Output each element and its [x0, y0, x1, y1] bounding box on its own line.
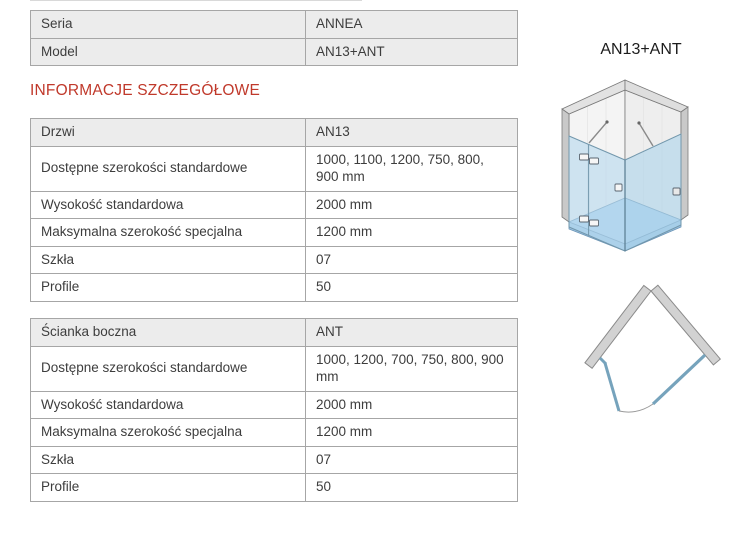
plan-right-wall: [651, 285, 720, 365]
spec-value-cell: 1200 mm: [306, 419, 518, 447]
plan-swing-arc: [619, 404, 653, 412]
table-row: [31, 474, 518, 502]
isometric-drawing: [553, 70, 703, 265]
spec-value-cell: 1200 mm: [306, 219, 518, 247]
spec-value-cell: 07: [306, 246, 518, 274]
spec-label-cell: Szkła: [31, 246, 306, 274]
spec-label-cell: Dostępne szerokości standardowe: [31, 146, 306, 191]
spec-label-cell: Wysokość standardowa: [31, 391, 306, 419]
spec-label-cell: Profile: [31, 274, 306, 302]
spec-label-cell: Dostępne szerokości standardowe: [31, 346, 306, 391]
cropped-top-divider: [30, 0, 362, 1]
spec-value-cell: 07: [306, 446, 518, 474]
spec-value-cell: 2000 mm: [306, 391, 518, 419]
spec-label-cell: Profile: [31, 474, 306, 502]
table-row: [31, 146, 518, 191]
drawing-title: AN13+ANT: [600, 41, 682, 58]
section-heading: INFORMACJE SZCZEGÓŁOWE: [30, 82, 261, 99]
spec-value-cell: 1000, 1100, 1200, 750, 800, 900 mm: [306, 146, 518, 191]
table-row: [31, 191, 518, 219]
right-wall-end: [681, 107, 688, 220]
spec-label-cell: Model: [31, 38, 306, 66]
table-row: [31, 346, 518, 391]
summary-table: [30, 10, 518, 66]
spec-value-cell: 50: [306, 474, 518, 502]
table-row: [31, 38, 518, 66]
door-knob: [615, 184, 622, 191]
plan-view-drawing: [575, 283, 730, 440]
side-wall-spec-table: [30, 318, 518, 502]
table-row: [31, 119, 518, 147]
panel-bracket: [673, 188, 680, 195]
door-spec-table: [30, 118, 518, 302]
table-row: [31, 391, 518, 419]
spec-value-cell: 50: [306, 274, 518, 302]
plan-open-door: [605, 363, 619, 411]
table-row: [31, 246, 518, 274]
rod-mount-left: [605, 120, 608, 123]
spec-label-cell: Seria: [31, 11, 306, 39]
spec-label-cell: Wysokość standardowa: [31, 191, 306, 219]
plan-left-wall: [585, 286, 651, 369]
spec-label-cell: Ścianka boczna: [31, 319, 306, 347]
spec-label-cell: Drzwi: [31, 119, 306, 147]
left-wall-end: [562, 109, 569, 222]
spec-label-cell: Szkła: [31, 446, 306, 474]
table-row: [31, 274, 518, 302]
table-row: [31, 319, 518, 347]
spec-value-cell: AN13+ANT: [306, 38, 518, 66]
table-row: [31, 419, 518, 447]
spec-value-cell: ANNEA: [306, 11, 518, 39]
plan-side-panel: [653, 355, 705, 404]
spec-label-cell: Maksymalna szerokość specjalna: [31, 219, 306, 247]
spec-value-cell: 1000, 1200, 700, 750, 800, 900 mm: [306, 346, 518, 391]
spec-label-cell: Maksymalna szerokość specjalna: [31, 419, 306, 447]
spec-value-cell: ANT: [306, 319, 518, 347]
table-row: [31, 446, 518, 474]
spec-value-cell: 2000 mm: [306, 191, 518, 219]
table-row: [31, 219, 518, 247]
spec-value-cell: AN13: [306, 119, 518, 147]
rod-mount-right: [637, 121, 640, 124]
table-row: [31, 11, 518, 39]
